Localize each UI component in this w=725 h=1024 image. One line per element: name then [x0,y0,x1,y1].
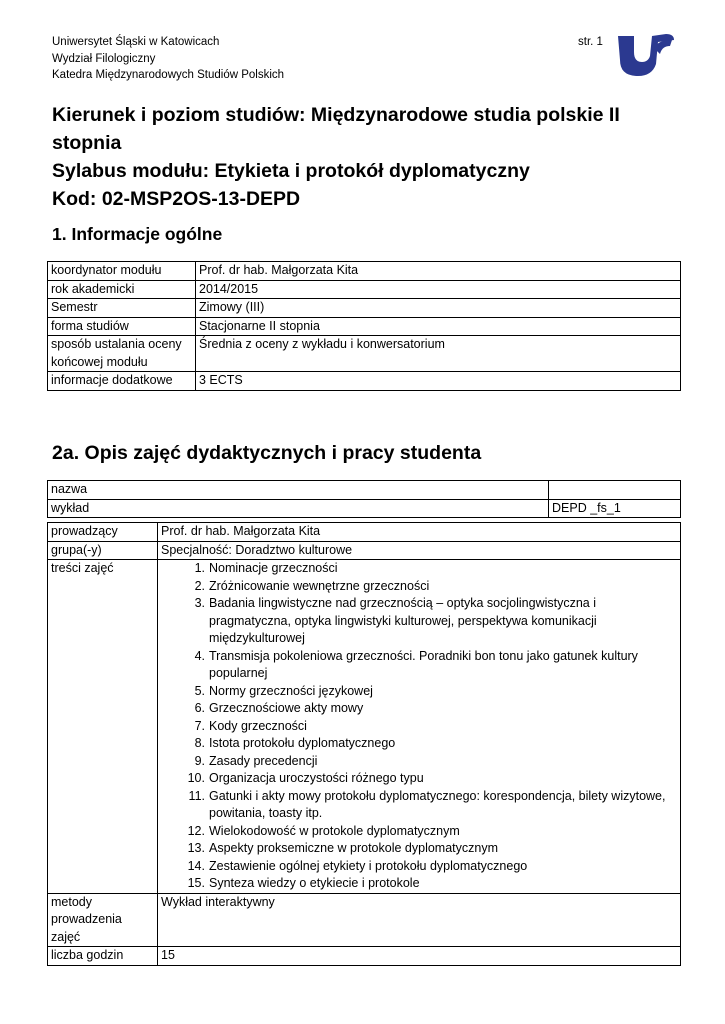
course-description-table [47,480,681,966]
list-item: 3. Badania lingwistyczne nad grzecznością – optyka socjolingwistyczna i pragmatyczna, optyka lingwistyki kulturowej, perspektywa komunikacji międzykulturowej [194,596,597,645]
list-item: 10. Organizacja uroczystości różnego typu [187,771,424,785]
wyklad-label: wykład [48,499,549,518]
title-line-2: stopnia [52,132,122,154]
page-number: str. 1 [578,36,603,48]
table-row [48,481,681,500]
table-row [48,499,681,518]
prowadzacy-value: Prof. dr hab. Małgorzata Kita [158,523,681,542]
row-value: Stacjonarne II stopnia [196,317,681,336]
grupa-value: Specjalność: Doradztwo kulturowe [158,541,681,560]
table-row [48,317,681,336]
table-row [48,541,681,560]
row-label: forma studiów [48,317,196,336]
wyklad-code: DEPD _fs_1 [549,499,681,518]
tresci-label: treści zajęć [48,560,158,894]
table-row [48,280,681,299]
table-row [48,262,681,281]
prowadzacy-label: prowadzący [48,523,158,542]
grupa-label: grupa(-y) [48,541,158,560]
nazwa-label: nazwa [48,481,549,500]
page-header [52,34,284,84]
row-label: informacje dodatkowe [48,372,196,391]
row-label: koordynator modułu [48,262,196,281]
header-faculty: Wydział Filologiczny [52,52,156,65]
title-line-1: Kierunek i poziom studiów: Międzynarodowe studia polskie II [52,104,620,126]
row-value: 2014/2015 [196,280,681,299]
list-item: 9. Zasady precedencji [194,753,318,768]
list-item: 13. Aspekty proksemiczne w protokole dyplomatycznym [187,841,499,855]
topics-list [161,560,677,893]
row-value: Średnia z oceny z wykładu i konwersatorium [196,336,681,372]
row-value: Prof. dr hab. Małgorzata Kita [196,262,681,281]
section-2a-heading: 2a. Opis zajęć dydaktycznych i pracy studenta [52,442,482,464]
list-item: 14. Zestawienie ogólnej etykiety i protokołu dyplomatycznego [187,858,528,873]
list-item: 2. Zróżnicowanie wewnętrzne grzeczności [194,578,430,593]
list-item: 12. Wielokodowość w protokole dyplomatycznym [187,823,460,838]
metody-label: metody prowadzenia zajęć [48,893,158,947]
row-label: sposób ustalania oceny końcowej modułu [48,336,196,372]
list-item: 1. Nominacje grzeczności [194,561,338,575]
title-line-3: Sylabus modułu: Etykieta i protokół dyplomatyczny [52,160,530,182]
row-value: Zimowy (III) [196,299,681,318]
university-logo-icon [614,30,676,80]
row-label: Semestr [48,299,196,318]
header-university: Uniwersytet Śląski w Katowicach [52,36,220,48]
table-row [48,947,681,966]
list-item: 15. Synteza wiedzy o etykiecie i protokole [187,876,420,890]
header-department: Katedra Międzynarodowych Studiów Polskich [52,69,285,81]
list-item: 5. Normy grzeczności językowej [194,683,373,698]
section-1-heading: 1. Informacje ogólne [52,224,223,244]
table-row [48,523,681,542]
table-row [48,336,681,372]
row-label: rok akademicki [48,280,196,299]
table-row [48,893,681,947]
list-item: 6. Grzecznościowe akty mowy [194,701,364,715]
table-row [48,299,681,318]
title-line-4: Kod: 02-MSP2OS-13-DEPD [52,188,301,210]
list-item: 8. Istota protokołu dyplomatycznego [194,736,396,750]
tresci-value [158,560,681,894]
list-item: 7. Kody grzeczności [194,718,307,733]
table-row [48,372,681,391]
metody-value: Wykład interaktywny [158,893,681,947]
nazwa-code-cell [549,481,681,500]
list-item: 11. Gatunki i akty mowy protokołu dyplomatycznego: korespondencja, bilety wizytowe, powitania, toasty itp. [188,788,666,820]
godziny-value: 15 [158,947,681,966]
document-title [52,101,672,213]
row-value: 3 ECTS [196,372,681,391]
list-item: 4. Transmisja pokoleniowa grzeczności. Poradniki bon tonu jako gatunek kultury popularnej [194,648,638,680]
table-row [48,560,681,894]
general-info-table [47,261,681,391]
godziny-label: liczba godzin [48,947,158,966]
